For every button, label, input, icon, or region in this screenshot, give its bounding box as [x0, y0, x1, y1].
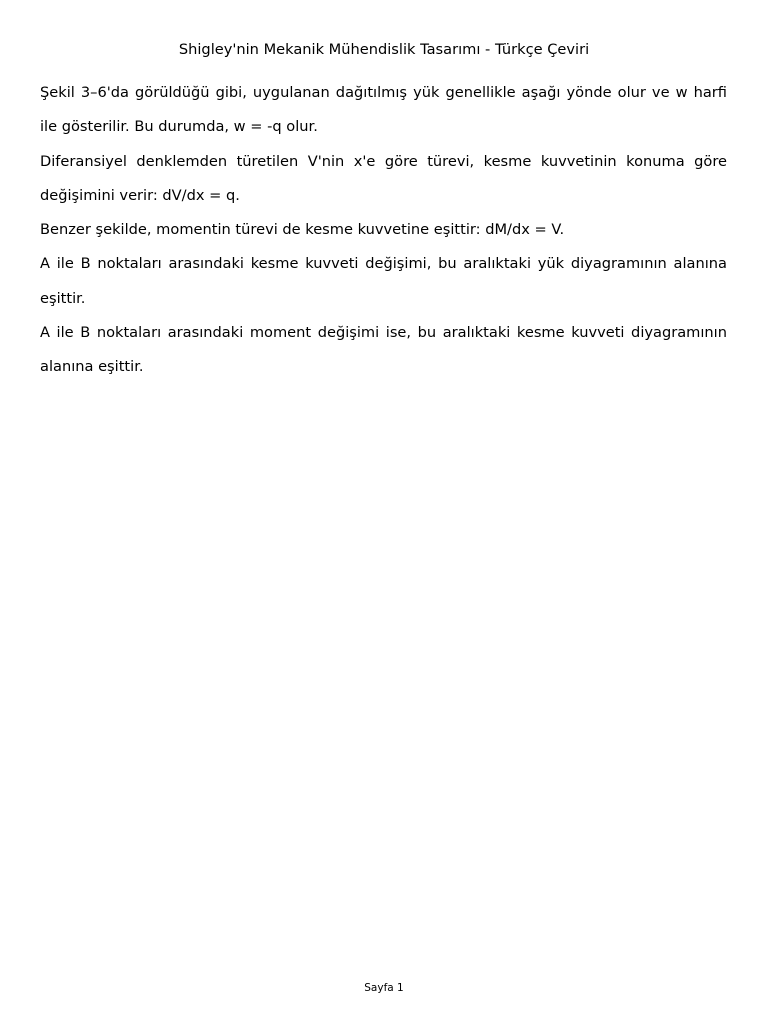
document-body — [40, 76, 727, 385]
paragraph-moment-change: A ile B noktaları arasındaki moment değişimi ise, bu aralıktaki kesme kuvveti diyagramının alanına eşittir. — [40, 324, 727, 376]
paragraph-moment-derivative: Benzer şekilde, momentin türevi de kesme kuvvetine eşittir: dM/dx = V. — [40, 221, 565, 239]
document-title: Shigley'nin Mekanik Mühendislik Tasarımı - Türkçe Çeviri — [178, 41, 590, 58]
paragraph-shear-change: A ile B noktaları arasındaki kesme kuvveti değişimi, bu aralıktaki yük diyagramının alanına eşittir. — [40, 255, 727, 307]
page-number: Sayfa 1 — [364, 982, 404, 994]
paragraph-shear-derivative: Diferansiyel denklemden türetilen V'nin x'e göre türevi, kesme kuvvetinin konuma göre değişimini verir: dV/dx = q. — [40, 152, 727, 204]
paragraph-distributed-load: Şekil 3–6'da görüldüğü gibi, uygulanan dağıtılmış yük genellikle aşağı yönde olur ve w harfi ile gösterilir. Bu durumda, w = -q olur. — [40, 84, 727, 136]
